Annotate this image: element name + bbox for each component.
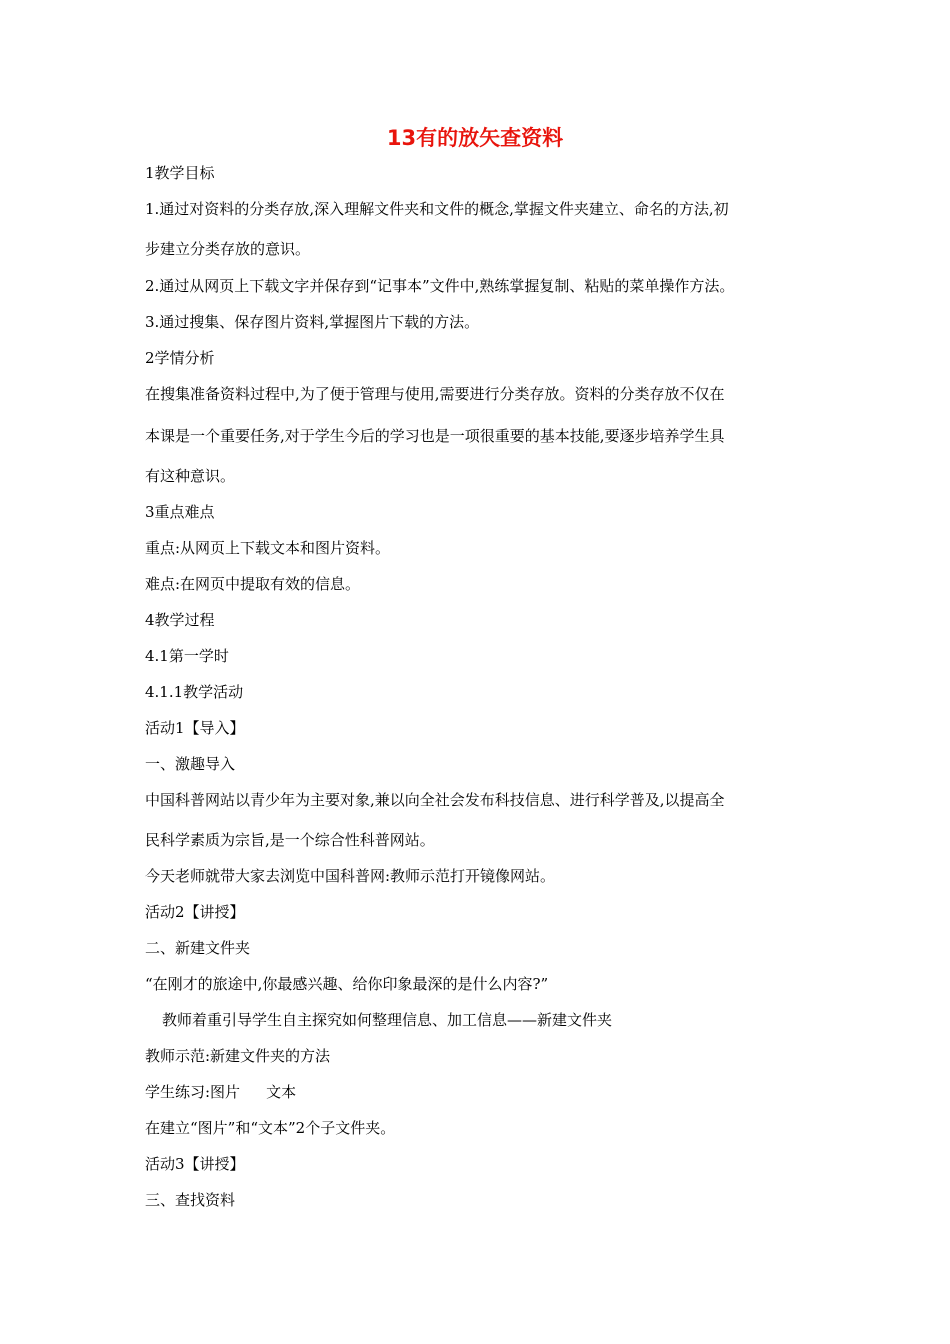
paragraph-line: 在搜集准备资料过程中,为了便于管理与使用,需要进行分类存放。资料的分类存放不仅在 bbox=[145, 385, 725, 403]
paragraph-line: 步建立分类存放的意识。 bbox=[145, 240, 311, 258]
paragraph-line: 3.通过搜集、保存图片资料,掌握图片下载的方法。 bbox=[145, 313, 480, 331]
paragraph-line: 一、激趣导入 bbox=[145, 755, 236, 773]
paragraph-line: 教师示范:新建文件夹的方法 bbox=[145, 1047, 331, 1065]
paragraph-line: 2.通过从网页上下载文字并保存到“记事本”文件中,熟练掌握复制、粘贴的菜单操作方法。 bbox=[145, 277, 735, 295]
activity-label: 活动3【讲授】 bbox=[145, 1155, 245, 1173]
paragraph-line: 三、查找资料 bbox=[145, 1191, 236, 1209]
subsection-heading: 4.1第一学时 bbox=[145, 647, 229, 665]
section-heading-process: 4教学过程 bbox=[145, 611, 215, 629]
subsection-heading: 4.1.1教学活动 bbox=[145, 683, 244, 701]
activity-label: 活动2【讲授】 bbox=[145, 903, 245, 921]
practice-item-text: 文本 bbox=[266, 1083, 297, 1101]
paragraph-line: 中国科普网站以青少年为主要对象,兼以向全社会发布科技信息、进行科学普及,以提高全 bbox=[145, 791, 725, 809]
paragraph-line: 1.通过对资料的分类存放,深入理解文件夹和文件的概念,掌握文件夹建立、命名的方法,初 bbox=[145, 200, 729, 218]
paragraph-line bbox=[145, 1081, 296, 1103]
section-heading-objectives: 1教学目标 bbox=[145, 164, 215, 182]
paragraph-line: 今天老师就带大家去浏览中国科普网:教师示范打开镜像网站。 bbox=[145, 867, 556, 885]
section-heading-key-points: 3重点难点 bbox=[145, 503, 215, 521]
paragraph-line: 本课是一个重要任务,对于学生今后的学习也是一项很重要的基本技能,要逐步培养学生具 bbox=[145, 427, 725, 445]
paragraph-line: 民科学素质为宗旨,是一个综合性科普网站。 bbox=[145, 831, 435, 849]
paragraph-line: 在建立“图片”和“文本”2个子文件夹。 bbox=[145, 1119, 396, 1137]
practice-label: 学生练习:图片 bbox=[145, 1083, 241, 1101]
paragraph-line: “在刚才的旅途中,你最感兴趣、给你印象最深的是什么内容?” bbox=[145, 975, 549, 993]
paragraph-line: 有这种意识。 bbox=[145, 467, 236, 485]
paragraph-line: 二、新建文件夹 bbox=[145, 939, 251, 957]
document-title: 13有的放矢查资料 bbox=[386, 126, 564, 150]
section-heading-analysis: 2学情分析 bbox=[145, 349, 215, 367]
paragraph-line: 难点:在网页中提取有效的信息。 bbox=[145, 575, 361, 593]
activity-label: 活动1【导入】 bbox=[145, 719, 245, 737]
paragraph-line: 教师着重引导学生自主探究如何整理信息、加工信息——新建文件夹 bbox=[162, 1011, 613, 1029]
paragraph-line: 重点:从网页上下载文本和图片资料。 bbox=[145, 539, 391, 557]
